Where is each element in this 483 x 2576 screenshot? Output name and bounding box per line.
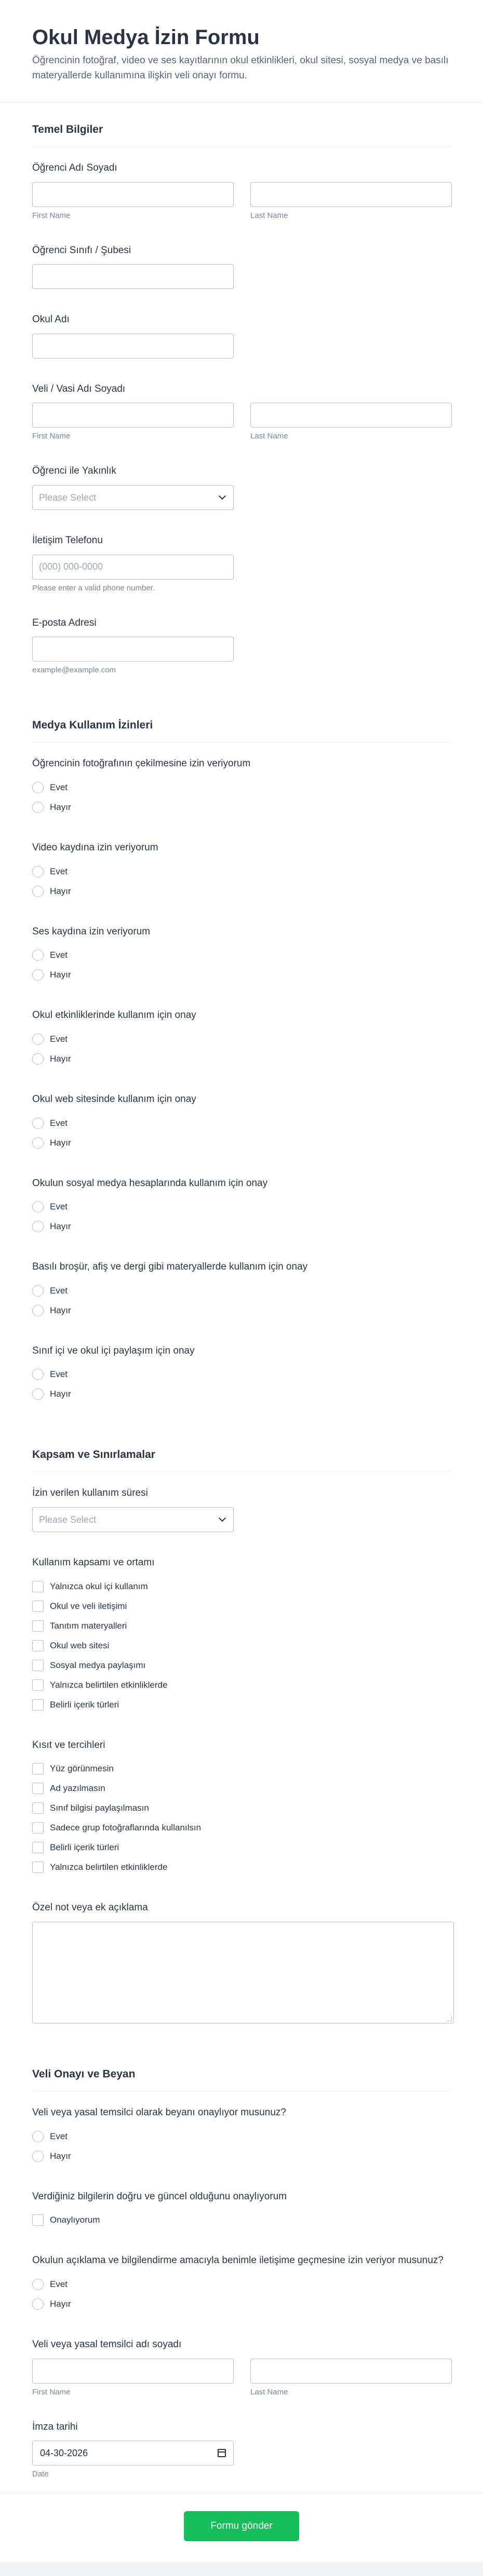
media-question xyxy=(32,1093,451,1153)
consent-q2-label: Verdiğiniz bilgilerin doğru ve güncel olduğunu onaylıyorum xyxy=(32,2191,287,2202)
consent-contact-field xyxy=(32,2254,451,2314)
checkbox-option[interactable] xyxy=(32,1616,451,1636)
radio-button[interactable] xyxy=(32,782,44,793)
checkbox-label: Ad yazılmasın xyxy=(50,1783,105,1794)
parent-name-field xyxy=(32,382,451,441)
radio-option-no[interactable] xyxy=(32,881,451,901)
checkbox-label: Belirli içerik türleri xyxy=(50,1842,119,1853)
radio-label: Evet xyxy=(50,866,68,876)
student-first-name-input[interactable] xyxy=(32,182,234,207)
parent-last-name-sublabel: Last Name xyxy=(250,432,288,441)
radio-option-yes[interactable] xyxy=(32,1113,451,1133)
parent-first-name-sublabel: First Name xyxy=(32,432,71,441)
radio-button[interactable] xyxy=(32,1118,44,1129)
representative-name-field xyxy=(32,2338,451,2396)
checkbox[interactable] xyxy=(32,1601,44,1612)
email-help: example@example.com xyxy=(32,666,116,675)
radio-button[interactable] xyxy=(32,2131,44,2142)
student-first-name-sublabel: First Name xyxy=(32,211,71,220)
rep-name-label: Veli veya yasal temsilci adı soyadı xyxy=(32,2338,182,2350)
radio-option-yes[interactable] xyxy=(32,778,451,797)
radio-label: Hayır xyxy=(50,1053,71,1064)
school-input[interactable] xyxy=(32,334,234,359)
date-sublabel: Date xyxy=(32,2470,49,2479)
notes-label: Özel not veya ek açıklama xyxy=(32,1902,148,1913)
radio-button[interactable] xyxy=(32,2279,44,2290)
radio-option-yes[interactable] xyxy=(32,1029,451,1049)
duration-field xyxy=(32,1486,451,1532)
radio-button[interactable] xyxy=(32,1221,44,1232)
radio-button[interactable] xyxy=(32,1201,44,1213)
checkbox[interactable] xyxy=(32,1640,44,1651)
resize-grip-icon[interactable] xyxy=(447,2016,452,2021)
date-value: 04-30-2026 xyxy=(40,2447,88,2458)
email-field xyxy=(32,616,451,675)
chevron-down-icon xyxy=(219,1514,226,1522)
duration-label: İzin verilen kullanım süresi xyxy=(32,1487,148,1499)
rep-first-name-sublabel: First Name xyxy=(32,2387,71,2396)
checkbox-option[interactable] xyxy=(32,1798,451,1818)
checkbox[interactable] xyxy=(32,1783,44,1794)
phone-field xyxy=(32,534,451,593)
media-question-label: Öğrencinin fotoğrafının çekilmesine izin veriyorum xyxy=(32,758,251,769)
rep-first-name-input[interactable] xyxy=(32,2359,234,2384)
checkbox-option[interactable] xyxy=(32,1636,451,1656)
radio-option-no[interactable] xyxy=(32,1049,451,1069)
rep-last-name-sublabel: Last Name xyxy=(250,2387,288,2396)
checkbox[interactable] xyxy=(32,1862,44,1873)
checkbox-label: Onaylıyorum xyxy=(50,2215,100,2225)
checkbox-label: Sosyal medya paylaşımı xyxy=(50,1660,146,1670)
phone-label: İletişim Telefonu xyxy=(32,535,103,546)
section-title-basic: Temel Bilgiler xyxy=(32,103,451,147)
chevron-down-icon xyxy=(219,492,226,500)
media-question xyxy=(32,925,451,985)
form-footer xyxy=(0,2493,483,2562)
relation-label: Öğrenci ile Yakınlık xyxy=(32,465,116,477)
radio-option-yes[interactable] xyxy=(32,862,451,881)
media-question-label: Sınıf içi ve okul içi paylaşım için onay xyxy=(32,1345,195,1356)
radio-option-no[interactable] xyxy=(32,1384,451,1404)
student-last-name-sublabel: Last Name xyxy=(250,211,288,220)
radio-label: Hayır xyxy=(50,1389,71,1399)
media-question xyxy=(32,1260,451,1320)
radio-button[interactable] xyxy=(32,886,44,897)
limits-label: Kısıt ve tercihleri xyxy=(32,1739,105,1751)
notes-field xyxy=(32,1901,451,2023)
radio-button[interactable] xyxy=(32,1053,44,1065)
checkbox-label: Okul ve veli iletişimi xyxy=(50,1601,127,1611)
form-description: Öğrencinin fotoğraf, video ve ses kayıtlarının okul etkinlikleri, okul sitesi, sosyal medya ve basılı materyallerde kullanımına ilişkin veli onayı formu. xyxy=(32,55,449,81)
radio-label: Evet xyxy=(50,2131,68,2141)
radio-label: Hayır xyxy=(50,1305,71,1315)
radio-label: Evet xyxy=(50,1369,68,1380)
radio-option-yes[interactable] xyxy=(32,2127,451,2146)
relation-field xyxy=(32,464,451,510)
checkbox-option[interactable] xyxy=(32,1596,451,1616)
section-title-scope: Kapsam ve Sınırlamalar xyxy=(32,1428,451,1472)
radio-option-no[interactable] xyxy=(32,797,451,817)
radio-label: Hayır xyxy=(50,802,71,812)
email-label: E-posta Adresi xyxy=(32,617,97,628)
checkbox-label: Sınıf bilgisi paylaşılmasın xyxy=(50,1803,149,1813)
parent-name-label: Veli / Vasi Adı Soyadı xyxy=(32,383,126,394)
checkbox[interactable] xyxy=(32,1620,44,1632)
checkbox[interactable] xyxy=(32,1699,44,1711)
consent-declaration-field xyxy=(32,2106,451,2166)
media-question-label: Okulun sosyal medya hesaplarında kullanım için onay xyxy=(32,1177,268,1189)
checkbox[interactable] xyxy=(32,1581,44,1592)
radio-button[interactable] xyxy=(32,1388,44,1400)
radio-option-no[interactable] xyxy=(32,2294,451,2314)
duration-select-value: Please Select xyxy=(39,1514,97,1525)
class-input[interactable] xyxy=(32,264,234,289)
radio-label: Hayır xyxy=(50,970,71,980)
radio-option-no[interactable] xyxy=(32,1301,451,1320)
parent-first-name-input[interactable] xyxy=(32,403,234,428)
calendar-icon[interactable] xyxy=(218,2449,226,2457)
relation-select-value: Please Select xyxy=(39,492,97,503)
media-question-label: Ses kaydına izin veriyorum xyxy=(32,926,151,937)
radio-label: Hayır xyxy=(50,2298,71,2309)
checkbox-label: Yalnızca belirtilen etkinliklerde xyxy=(50,1862,168,1872)
radio-button[interactable] xyxy=(32,1305,44,1316)
radio-label: Evet xyxy=(50,1285,68,1296)
signature-date-field xyxy=(32,2420,451,2479)
radio-label: Evet xyxy=(50,1202,68,1212)
radio-option-yes[interactable] xyxy=(32,1281,451,1301)
radio-option-no[interactable] xyxy=(32,1133,451,1153)
radio-label: Hayır xyxy=(50,886,71,896)
checkbox-label: Tanıtım materyalleri xyxy=(50,1620,127,1631)
radio-option-yes[interactable] xyxy=(32,945,451,965)
consent-accuracy-field xyxy=(32,2190,451,2230)
section-title-consent: Veli Onayı ve Beyan xyxy=(32,2047,451,2091)
checkbox-option[interactable] xyxy=(32,1675,451,1695)
media-question-label: Basılı broşür, afiş ve dergi gibi materyallerde kullanım için onay xyxy=(32,1261,308,1273)
media-question-label: Okul web sitesinde kullanım için onay xyxy=(32,1093,196,1105)
notes-textarea[interactable] xyxy=(32,1922,454,2023)
student-name-label: Öğrenci Adı Soyadı xyxy=(32,162,117,173)
checkbox-option[interactable] xyxy=(32,1779,451,1798)
checkbox-option[interactable] xyxy=(32,2210,451,2230)
checkbox[interactable] xyxy=(32,1679,44,1691)
checkbox-option[interactable] xyxy=(32,1759,451,1779)
media-question-label: Video kaydına izin veriyorum xyxy=(32,842,158,853)
radio-button[interactable] xyxy=(32,2298,44,2310)
consent-q3-label: Okulun açıklama ve bilgilendirme amacıyla benimle iletişime geçmesine izin veriyor musunuz? xyxy=(32,2255,444,2266)
parent-last-name-input[interactable] xyxy=(250,403,452,428)
radio-label: Evet xyxy=(50,1034,68,1044)
radio-option-yes[interactable] xyxy=(32,1365,451,1384)
student-last-name-input[interactable] xyxy=(250,182,452,207)
checkbox-option[interactable] xyxy=(32,1838,451,1857)
form-title: Okul Medya İzin Formu xyxy=(32,26,260,49)
checkbox-label: Sadece grup fotoğraflarında kullanılsın xyxy=(50,1823,202,1833)
checkbox-label: Yalnızca okul içi kullanım xyxy=(50,1581,148,1591)
radio-button[interactable] xyxy=(32,949,44,961)
date-input[interactable] xyxy=(32,2441,234,2465)
checkbox[interactable] xyxy=(32,1802,44,1814)
radio-label: Hayır xyxy=(50,2151,71,2161)
section-title-media: Medya Kullanım İzinleri xyxy=(32,698,451,742)
checkbox-option[interactable] xyxy=(32,1656,451,1675)
radio-label: Evet xyxy=(50,2279,68,2289)
phone-help: Please enter a valid phone number. xyxy=(32,583,155,593)
media-question xyxy=(32,757,451,817)
radio-label: Hayır xyxy=(50,1221,71,1232)
submit-button[interactable]: Formu gönder xyxy=(184,2511,299,2541)
checkbox[interactable] xyxy=(32,1842,44,1853)
checkbox-label: Yüz görünmesin xyxy=(50,1764,114,1774)
radio-label: Evet xyxy=(50,782,68,792)
radio-label: Hayır xyxy=(50,1137,71,1148)
school-label: Okul Adı xyxy=(32,314,70,325)
scope-label: Kullanım kapsamı ve ortamı xyxy=(32,1557,155,1568)
school-field xyxy=(32,313,451,359)
checkbox-label: Okul web sitesi xyxy=(50,1640,110,1650)
radio-option-no[interactable] xyxy=(32,1217,451,1236)
checkbox-label: Yalnızca belirtilen etkinliklerde xyxy=(50,1679,168,1690)
checkbox[interactable] xyxy=(32,2214,44,2226)
radio-label: Evet xyxy=(50,950,68,960)
form-content xyxy=(0,103,483,2478)
radio-button[interactable] xyxy=(32,969,44,981)
checkbox-label: Belirli içerik türleri xyxy=(50,1699,119,1710)
checkbox[interactable] xyxy=(32,1822,44,1834)
date-label: İmza tarihi xyxy=(32,2421,78,2432)
checkbox-option[interactable] xyxy=(32,1695,451,1715)
duration-select[interactable] xyxy=(32,1507,234,1532)
relation-select[interactable] xyxy=(32,485,234,510)
radio-button[interactable] xyxy=(32,1369,44,1380)
class-field xyxy=(32,244,451,290)
radio-option-yes[interactable] xyxy=(32,1197,451,1217)
radio-button[interactable] xyxy=(32,2151,44,2162)
radio-button[interactable] xyxy=(32,866,44,877)
media-question-label: Okul etkinliklerinde kullanım için onay xyxy=(32,1010,196,1021)
radio-button[interactable] xyxy=(32,1285,44,1297)
student-name-field xyxy=(32,161,451,220)
radio-option-yes[interactable] xyxy=(32,2275,451,2294)
class-label: Öğrenci Sınıfı / Şubesi xyxy=(32,244,131,256)
media-question xyxy=(32,1009,451,1069)
scope-field xyxy=(32,1556,451,1715)
checkbox-option[interactable] xyxy=(32,1577,451,1596)
media-question xyxy=(32,1177,451,1237)
radio-button[interactable] xyxy=(32,802,44,813)
radio-button[interactable] xyxy=(32,1034,44,1045)
checkbox-option[interactable] xyxy=(32,1857,451,1877)
radio-label: Evet xyxy=(50,1118,68,1128)
checkbox[interactable] xyxy=(32,1660,44,1671)
checkbox-option[interactable] xyxy=(32,1818,451,1838)
radio-option-no[interactable] xyxy=(32,2146,451,2166)
media-question xyxy=(32,841,451,901)
email-input[interactable] xyxy=(32,637,234,662)
form-header xyxy=(0,0,483,103)
limits-field xyxy=(32,1739,451,1878)
radio-button[interactable] xyxy=(32,1137,44,1149)
rep-last-name-input[interactable] xyxy=(250,2359,452,2384)
phone-input[interactable] xyxy=(32,555,234,580)
radio-option-no[interactable] xyxy=(32,965,451,985)
consent-q1-label: Veli veya yasal temsilci olarak beyanı onaylıyor musunuz? xyxy=(32,2107,286,2118)
checkbox[interactable] xyxy=(32,1763,44,1774)
media-question xyxy=(32,1344,451,1404)
